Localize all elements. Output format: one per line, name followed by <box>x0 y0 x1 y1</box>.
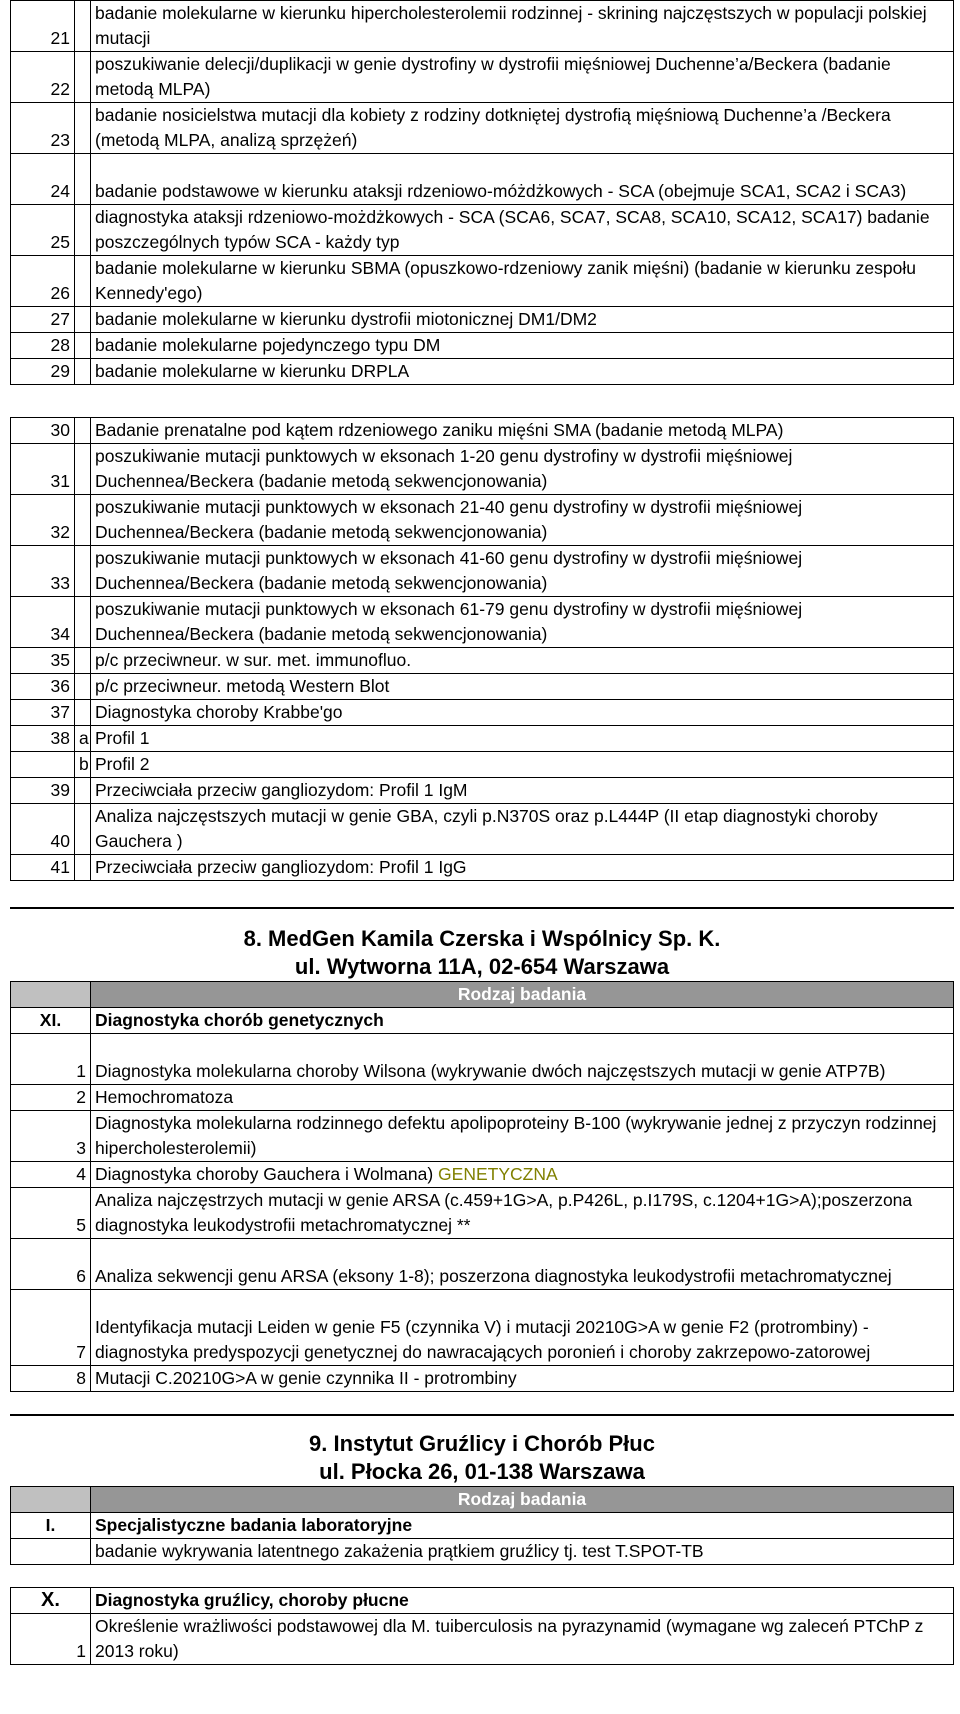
section-8-type-bar: Rodzaj badania <box>91 982 954 1008</box>
table-row <box>11 726 954 752</box>
row-text: poszukiwanie mutacji punktowych w eksonach 21-40 genu dystrofiny w dystrofii mięśniowej Duchennea/Beckera (badanie metodą sekwencjonowania) <box>95 497 803 542</box>
table-row <box>11 154 954 205</box>
table-row <box>11 1290 954 1366</box>
section-9-address: ul. Płocka 26, 01-138 Warszawa <box>319 1459 645 1484</box>
table-row-text <box>91 256 954 307</box>
table-row-text <box>91 1366 954 1392</box>
row-number: 7 <box>11 1290 91 1366</box>
row-subletter <box>75 804 91 855</box>
row-subletter <box>75 418 91 444</box>
row-number <box>11 1539 91 1565</box>
table-row-text <box>91 154 954 205</box>
row-number: 5 <box>11 1188 91 1239</box>
row-subletter <box>75 307 91 333</box>
section-9-name: 9. Instytut Gruźlicy i Chorób Płuc <box>309 1431 655 1456</box>
table-row <box>11 648 954 674</box>
table-row-text <box>91 1111 954 1162</box>
section-divider <box>10 881 954 909</box>
table-row-text <box>91 778 954 804</box>
row-number: 33 <box>11 546 75 597</box>
table-row-text <box>91 1085 954 1111</box>
row-number: 24 <box>11 154 75 205</box>
table-row-text <box>91 418 954 444</box>
row-text: Identyfikacja mutacji Leiden w genie F5 (czynnika V) i mutacji 20210G>A w genie F2 (protrombiny) - diagnostyka predyspozycji genetycznej do nawracających poronień i choroby zakrzepowo-zatorowej <box>95 1317 871 1362</box>
row-subletter <box>75 778 91 804</box>
table-row-text <box>91 205 954 256</box>
table-row-text <box>91 648 954 674</box>
row-text: diagnostyka ataksji rdzeniowo-możdżkowych - SCA (SCA6, SCA7, SCA8, SCA10, SCA12, SCA17) badanie poszczególnych typów SCA - każdy typ <box>95 207 930 252</box>
row-subletter <box>75 855 91 881</box>
section-8-roman: XI. <box>11 1008 91 1034</box>
row-number: 1 <box>11 1034 91 1085</box>
row-text: badanie molekularne w kierunku hipercholesterolemii rodzinnej - skrining najczęstszych w populacji polskiej mutacji <box>95 3 927 48</box>
table-row-text <box>91 1239 954 1290</box>
row-number: 39 <box>11 778 75 804</box>
row-number: 28 <box>11 333 75 359</box>
row-text: badanie podstawowe w kierunku ataksji rdzeniowo-móżdżkowych - SCA (obejmuje SCA1, SCA2 i SCA3) <box>95 181 907 201</box>
table-row <box>11 855 954 881</box>
row-subletter <box>75 205 91 256</box>
row-subletter <box>75 154 91 205</box>
row-number: 35 <box>11 648 75 674</box>
table-row-text: badanie wykrywania latentnego zakażenia prątkiem gruźlicy tj. test T.SPOT-TB <box>91 1539 954 1565</box>
row-number: 6 <box>11 1239 91 1290</box>
table-row-text <box>91 855 954 881</box>
row-subletter <box>75 674 91 700</box>
row-number: 22 <box>11 52 75 103</box>
row-number: 1 <box>11 1614 91 1665</box>
row-subletter <box>75 495 91 546</box>
row-number: 2 <box>11 1085 91 1111</box>
row-number: 23 <box>11 103 75 154</box>
section-8-name: 8. MedGen Kamila Czerska i Wspólnicy Sp. K. <box>243 926 721 951</box>
row-text: Analiza sekwencji genu ARSA (eksony 1-8); poszerzona diagnostyka leukodystrofii metachromatycznej <box>95 1266 892 1286</box>
document-sheet <box>10 0 960 1665</box>
table-row <box>11 333 954 359</box>
row-number: 34 <box>11 597 75 648</box>
row-text: badanie molekularne w kierunku SBMA (opuszkowo-rdzeniowy zanik mięśni) (badanie w kierunku zespołu Kennedy'ego) <box>95 258 916 303</box>
row-subletter <box>75 597 91 648</box>
table-row <box>11 52 954 103</box>
table-row-text <box>91 597 954 648</box>
table-row-text <box>91 495 954 546</box>
row-number: 31 <box>11 444 75 495</box>
row-text: Profil 1 <box>95 728 150 748</box>
table-row <box>11 359 954 385</box>
row-subletter <box>75 359 91 385</box>
table-row-text <box>91 1290 954 1366</box>
table-row-text <box>91 1 954 52</box>
row-number: 27 <box>11 307 75 333</box>
row-text: badanie nosicielstwa mutacji dla kobiety z rodziny dotkniętej dystrofią mięśniową Duchenne’a /Beckera (metodą MLPA, analizą sprzężeń) <box>95 105 891 150</box>
table-row <box>11 1034 954 1085</box>
row-number: 4 <box>11 1162 91 1188</box>
table-row-text <box>91 103 954 154</box>
row-number: 36 <box>11 674 75 700</box>
row-subletter <box>75 444 91 495</box>
table-row-text <box>91 444 954 495</box>
row-subletter: b <box>75 752 91 778</box>
table-row-text <box>91 1034 954 1085</box>
table-row <box>11 752 954 778</box>
row-text: Hemochromatoza <box>95 1087 234 1107</box>
table-row <box>11 103 954 154</box>
table-row-text <box>91 52 954 103</box>
row-text: Profil 2 <box>95 754 150 774</box>
table-row <box>11 1239 954 1290</box>
row-text: poszukiwanie mutacji punktowych w eksonach 61-79 genu dystrofiny w dystrofii mięśniowej Duchennea/Beckera (badanie metodą sekwencjonowania) <box>95 599 803 644</box>
row-number: 25 <box>11 205 75 256</box>
section-9-roman: I. <box>11 1513 91 1539</box>
table-row <box>11 205 954 256</box>
section-9-type-bar: Rodzaj badania <box>91 1487 954 1513</box>
table-row-text <box>91 307 954 333</box>
table-row <box>11 1188 954 1239</box>
table-row-text <box>91 804 954 855</box>
row-subletter <box>75 52 91 103</box>
table-row <box>11 778 954 804</box>
row-subletter <box>75 103 91 154</box>
row-number: 21 <box>11 1 75 52</box>
row-text: poszukiwanie mutacji punktowych w eksonach 41-60 genu dystrofiny w dystrofii mięśniowej Duchennea/Beckera (badanie metodą sekwencjonowania) <box>95 548 803 593</box>
row-text: badanie molekularne w kierunku DRPLA <box>95 361 410 381</box>
section-9-heading-2: Diagnostyka gruźlicy, choroby płucne <box>91 1588 954 1614</box>
row-number: 8 <box>11 1366 91 1392</box>
tests-table-1 <box>10 0 954 385</box>
row-text: badanie molekularne pojedynczego typu DM <box>95 335 441 355</box>
row-text: poszukiwanie mutacji punktowych w eksonach 1-20 genu dystrofiny w dystrofii mięśniowej Duchennea/Beckera (badanie metodą sekwencjonowania) <box>95 446 793 491</box>
table-row <box>11 1366 954 1392</box>
table-row-text <box>91 700 954 726</box>
section-9-heading: Specjalistyczne badania laboratoryjne <box>91 1513 954 1539</box>
section-9-title <box>10 1430 954 1486</box>
table-row-text <box>91 752 954 778</box>
table-row <box>11 700 954 726</box>
section-9-table-2 <box>10 1587 954 1665</box>
table-row <box>11 444 954 495</box>
row-number: 38 <box>11 726 75 752</box>
table-gap <box>10 385 960 417</box>
table-row-text: Określenie wrażliwości podstawowej dla M. tuiberculosis na pyrazynamid (wymagane wg zaleceń PTChP z 2013 roku) <box>91 1614 954 1665</box>
table-row <box>11 256 954 307</box>
table-row <box>11 674 954 700</box>
row-subletter <box>75 546 91 597</box>
table-row <box>11 1085 954 1111</box>
row-text: Analiza najczęstszych mutacji w genie GBA, czyli p.N370S oraz p.L444P (II etap diagnostyki choroby Gauchera ) <box>95 806 878 851</box>
table-row-text <box>91 674 954 700</box>
row-number: 32 <box>11 495 75 546</box>
row-text: Mutacji C.20210G>A w genie czynnika II - protrombiny <box>95 1368 517 1388</box>
table-row-text <box>91 1162 954 1188</box>
row-subletter: a <box>75 726 91 752</box>
row-text: Diagnostyka molekularna rodzinnego defektu apolipoproteiny B-100 (wykrywanie jednej z przyczyn rodzinnej hipercholesterolemii) <box>95 1113 937 1158</box>
table-row-text <box>91 333 954 359</box>
row-number: 30 <box>11 418 75 444</box>
table-row-text <box>91 726 954 752</box>
section-9-table <box>10 1486 954 1565</box>
row-number: 41 <box>11 855 75 881</box>
row-subletter <box>75 333 91 359</box>
row-text: Diagnostyka molekularna choroby Wilsona (wykrywanie dwóch najczęstszych mutacji w genie ATP7B) <box>95 1061 886 1081</box>
row-text: poszukiwanie delecji/duplikacji w genie dystrofiny w dystrofii mięśniowej Duchenne’a/Beckera (badanie metodą MLPA) <box>95 54 891 99</box>
table-row <box>11 495 954 546</box>
section-8-title <box>10 925 954 981</box>
tests-table-2 <box>10 417 954 881</box>
table-row-text <box>91 1188 954 1239</box>
table-row <box>11 804 954 855</box>
row-number <box>11 752 75 778</box>
table-row <box>11 307 954 333</box>
row-subletter <box>75 648 91 674</box>
table-row <box>11 546 954 597</box>
row-number: 3 <box>11 1111 91 1162</box>
row-text: Diagnostyka choroby Gauchera i Wolmana) <box>95 1164 439 1184</box>
table-row-text <box>91 359 954 385</box>
row-subletter <box>75 700 91 726</box>
row-number: 29 <box>11 359 75 385</box>
row-text: Diagnostyka choroby Krabbe'go <box>95 702 343 722</box>
table-row <box>11 1111 954 1162</box>
row-number: 37 <box>11 700 75 726</box>
section-9-roman-2: X. <box>11 1588 91 1614</box>
row-text: Przeciwciała przeciw gangliozydom: Profil 1 IgM <box>95 780 468 800</box>
table-row <box>11 418 954 444</box>
row-text: badanie molekularne w kierunku dystrofii miotonicznej DM1/DM2 <box>95 309 597 329</box>
row-number: 26 <box>11 256 75 307</box>
row-text: Badanie prenatalne pod kątem rdzeniowego zaniku mięśni SMA (badanie metodą MLPA) <box>95 420 784 440</box>
section-8-address: ul. Wytworna 11A, 02-654 Warszawa <box>294 954 670 979</box>
section-8-heading: Diagnostyka chorób genetycznych <box>91 1008 954 1034</box>
table-row-text <box>91 546 954 597</box>
section-divider <box>10 1392 954 1416</box>
highlight-label: GENETYCZNA <box>438 1164 558 1184</box>
table-row <box>11 1 954 52</box>
row-text: Przeciwciała przeciw gangliozydom: Profil 1 IgG <box>95 857 467 877</box>
section-8-table <box>10 981 954 1392</box>
table-row <box>11 597 954 648</box>
row-text: p/c przeciwneur. metodą Western Blot <box>95 676 390 696</box>
row-number: 40 <box>11 804 75 855</box>
row-subletter <box>75 1 91 52</box>
row-subletter <box>75 256 91 307</box>
table-row <box>11 1162 954 1188</box>
row-text: p/c przeciwneur. w sur. met. immunofluo. <box>95 650 412 670</box>
row-text: Analiza najczęstrzych mutacji w genie ARSA (c.459+1G>A, p.P426L, p.I179S, c.1204+1G>A);poszerzona diagnostyka leukodystrofii metachromatycznej ** <box>95 1190 913 1235</box>
